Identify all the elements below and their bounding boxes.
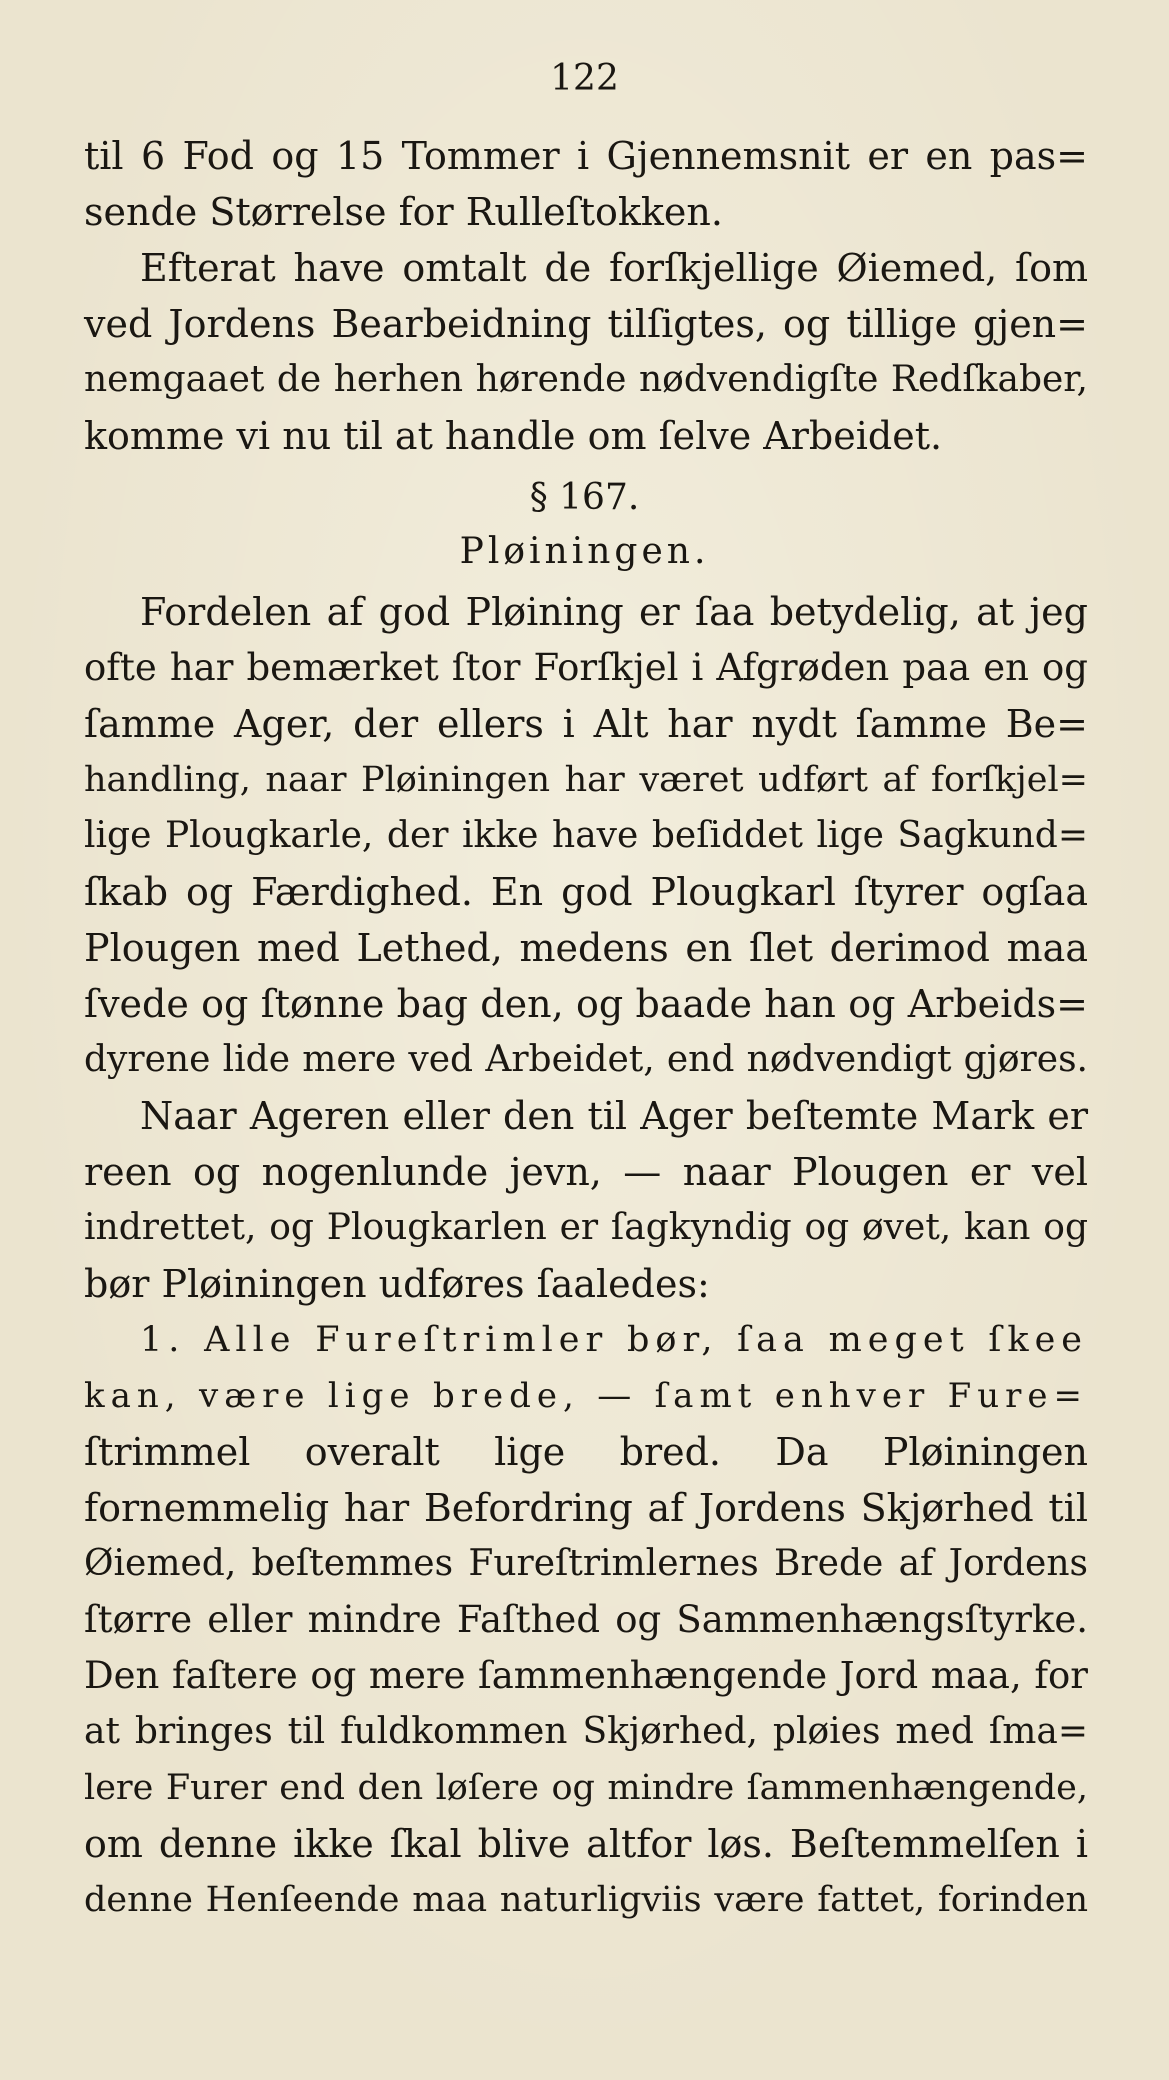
text-line: om denne ikke ſkal blive altfor løs. Beſtemmelſen i xyxy=(84,1822,1088,1866)
text-line: ſvede og ſtønne bag den, og baade han og Arbeids= xyxy=(84,982,1088,1026)
text-line: fornemmelig har Befordring af Jordens Skjørhed til xyxy=(84,1486,1088,1530)
text-line: indrettet, og Plougkarlen er ſagkyndig og øvet, kan og xyxy=(84,1207,1088,1248)
text-line: handling, naar Pløiningen har været udført af forſkjel= xyxy=(84,760,1088,800)
text-line: Efterat have omtalt de forſkjellige Øiemed, ſom xyxy=(140,246,1088,290)
section-number: § 167. xyxy=(529,477,640,518)
text-line: nemgaaet de herhen hørende nødvendigſte Redſkaber, xyxy=(84,359,1088,400)
text-line: ſtørre eller mindre Faſthed og Sammenhængsſtyrke. xyxy=(84,1598,1088,1641)
text-line: Den faſtere og mere ſammenhængende Jord maa, for xyxy=(84,1654,1088,1697)
text-line: Øiemed, beſtemmes Fureſtrimlernes Brede af Jordens xyxy=(84,1543,1088,1584)
text-line: Naar Ageren eller den til Ager beſtemte Mark er xyxy=(140,1094,1088,1138)
text-line: ved Jordens Bearbeidning tilſigtes, og tillige gjen= xyxy=(84,302,1088,346)
text-line: ſtrimmel overalt lige bred. Da Pløiningen xyxy=(84,1430,1088,1474)
page-number: 122 xyxy=(550,58,619,99)
text-line: kan, være lige brede, — ſamt enhver Fure= xyxy=(84,1376,1088,1416)
text-line: ofte har bemærket ſtor Forſkjel i Afgrøden paa en og xyxy=(84,646,1088,689)
text-line: denne Henſeende maa naturligviis være fattet, forinden xyxy=(84,1880,1088,1920)
text-line: reen og nogenlunde jevn, — naar Plougen er vel xyxy=(84,1150,1088,1194)
text-line: til 6 Fod og 15 Tommer i Gjennemsnit er en pas= xyxy=(84,134,1088,178)
text-line: sende Størrelse for Rulleſtokken. xyxy=(84,190,723,234)
text-line: lere Furer end den løſere og mindre ſammenhængende, xyxy=(84,1768,1088,1808)
text-line: 1. Alle Fureſtrimler bør, ſaa meget ſkee xyxy=(140,1320,1088,1360)
text-line: at bringes til fuldkommen Skjørhed, pløies med ſma= xyxy=(84,1711,1088,1752)
text-line: dyrene lide mere ved Arbeidet, end nødvendigt gjøres. xyxy=(84,1039,1088,1080)
text-line: Fordelen af god Pløining er ſaa betydelig, at jeg xyxy=(140,590,1088,634)
text-line: bør Pløiningen udføres ſaaledes: xyxy=(84,1262,710,1306)
text-line: ſamme Ager, der ellers i Alt har nydt ſamme Be= xyxy=(84,702,1088,746)
text-line: Plougen med Lethed, medens en ſlet derimod maa xyxy=(84,926,1088,970)
section-title: Pløiningen. xyxy=(459,531,710,572)
text-line: lige Plougkarle, der ikke have beſiddet lige Sagkund= xyxy=(84,815,1088,856)
text-line: ſkab og Færdighed. En god Plougkarl ſtyrer ogſaa xyxy=(84,870,1088,914)
text-line: komme vi nu til at handle om ſelve Arbeidet. xyxy=(84,414,943,458)
